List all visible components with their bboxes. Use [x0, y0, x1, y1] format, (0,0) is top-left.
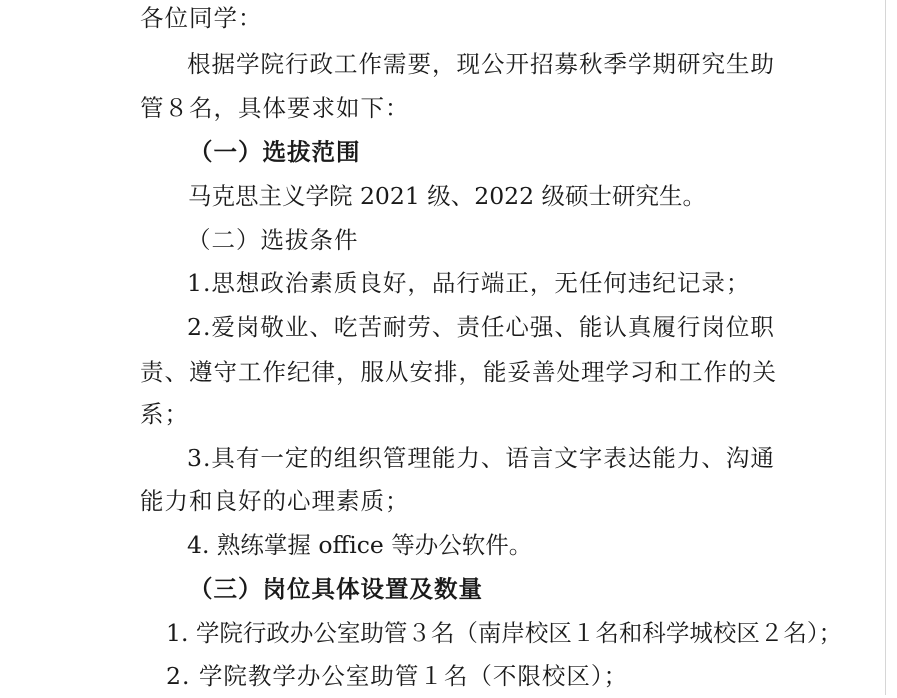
- page-edge-divider: [885, 0, 886, 695]
- selection-scope-text: 马克思主义学院 2021 级、2022 级硕士研究生。: [188, 182, 707, 210]
- condition-4: 4. 熟练掌握 office 等办公软件。: [187, 531, 533, 559]
- greeting: 各位同学：: [140, 4, 263, 32]
- section-heading-selection-conditions: （二）选拔条件: [187, 226, 359, 254]
- condition-2-line-2: 责、遵守工作纪律，服从安排，能妥善处理学习和工作的关: [140, 358, 777, 386]
- section-heading-selection-scope: （一）选拔范围: [189, 138, 361, 166]
- condition-2-line-3: 系；: [140, 400, 189, 428]
- intro-line-1: 根据学院行政工作需要，现公开招募秋季学期研究生助: [187, 50, 775, 78]
- condition-1: 1.思想政治素质良好，品行端正，无任何违纪记录；: [187, 269, 751, 297]
- intro-line-2: 管８名，具体要求如下：: [140, 94, 410, 122]
- condition-3-line-2: 能力和良好的心理素质；: [140, 487, 410, 515]
- section-heading-positions: （三）岗位具体设置及数量: [189, 575, 483, 603]
- position-1: 1. 学院行政办公室助管３名（南岸校区１名和科学城校区２名）；: [166, 619, 843, 647]
- condition-3-line-1: 3.具有一定的组织管理能力、语言文字表达能力、沟通: [187, 444, 775, 472]
- condition-2-line-1: 2.爱岗敬业、吃苦耐劳、责任心强、能认真履行岗位职: [187, 313, 775, 341]
- position-2: 2. 学院教学办公室助管１名（不限校区）；: [166, 662, 629, 690]
